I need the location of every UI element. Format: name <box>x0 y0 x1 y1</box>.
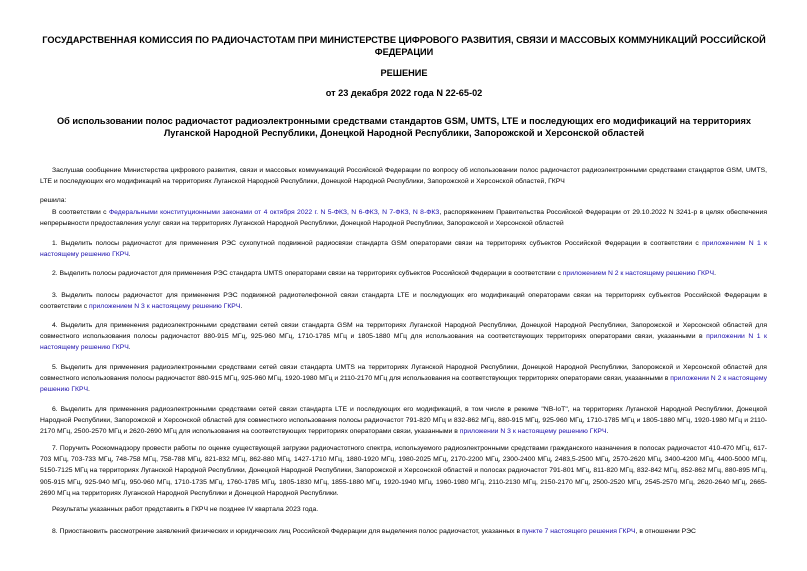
appendix-2-link[interactable]: приложением N 2 к настоящему решению ГКРЧ <box>562 270 715 277</box>
document-date-number: от 23 декабря 2022 года N 22-65-02 <box>325 88 483 98</box>
item-2-paragraph <box>40 268 767 279</box>
item-3-text: 3. Выделить полосы радиочастот для применения РЭС подвижной радиотелефонной связи стандарта LTE и последующих его модификаций операторами связи на территориях субъектов Российской Федерации в соответствии с <box>40 292 767 311</box>
item-7-results-paragraph: Результаты указанных работ представить в ГКРЧ не позднее IV квартала 2023 года. <box>52 506 319 513</box>
basis-text-end: , распоряжением Правительства Российской Федерации от 29.10.2022 N 3241-р в целях обеспечения непрерывности предоставления услуг связи на территориях Луганской Народной Республики, Донецкой Народной Республики, Запорожской и Херсонской областей <box>40 209 768 228</box>
item-8-paragraph <box>40 526 767 537</box>
item-3-paragraph <box>40 290 767 312</box>
item-6-text: 6. Выделить для применения радиоэлектронными средствами сетей связи стандарта LTE и последующих его модификаций, в том числе в режиме "NB-IoT", на территориях Луганской Народной Республики, Донецкой Народной Республики, Запорожской и Херсонской областей для совместного использования полосы радиочастот 791-820 МГц и 832-862 МГц, 880-915 МГц, 925-960 МГц, 1710-1785 МГц и 1805-1880 МГц, 1920-1980 МГц и 2110-2170 МГц, 2500-2570 МГц и 2620-2690 МГц для использования на соответствующих территориях операторами связи, указанными в <box>40 406 767 436</box>
item-1-text: 1. Выделить полосы радиочастот для применения РЭС сухопутной подвижной радиосвязи стандарта GSM операторами связи на территориях субъектов Российской Федерации в соответствии с <box>52 240 703 247</box>
decided-label: решила: <box>40 197 67 204</box>
document-type: РЕШЕНИЕ <box>380 68 428 78</box>
appendix-3-link[interactable]: приложением N 3 к настоящему решению ГКРЧ <box>89 303 241 311</box>
basis-paragraph <box>40 207 767 229</box>
item-7-reference-link[interactable]: пункте 7 настоящего решения ГКРЧ <box>521 528 636 535</box>
item-5-paragraph <box>40 362 767 396</box>
preamble-paragraph: Заслушав сообщение Министерства цифрового развития, связи и массовых коммуникаций Российской Федерации по вопросу об использовании полос радиочастот радиоэлектронными средствами стандартов GSM, UMTS, LTE и последующих его модификаций на территориях Луганской Народной Республики, Донецкой Народной Республики, Запорожской и Херсонской областей, ГКРЧ <box>40 167 767 186</box>
issuing-authority: ГОСУДАРСТВЕННАЯ КОМИССИЯ ПО РАДИОЧАСТОТАМ ПРИ МИНИСТЕРСТВЕ ЦИФРОВОГО РАЗВИТИЯ, СВЯЗИ И МАССОВЫХ КОММУНИКАЦИЙ РОССИЙСКОЙ ФЕДЕРАЦИИ <box>42 35 766 57</box>
basis-text-start: В соответствии с <box>52 209 109 216</box>
appendix-1-link-item-4[interactable]: приложении N 1 к настоящему решению ГКРЧ <box>40 333 767 352</box>
item-6-tail: . <box>606 428 609 436</box>
appendix-2-link-item-5[interactable]: приложении N 2 к настоящему решению ГКРЧ <box>40 375 767 394</box>
item-4-tail: . <box>128 344 131 352</box>
item-2-tail: . <box>714 270 716 277</box>
item-4-paragraph <box>40 320 767 354</box>
item-1-paragraph <box>40 238 767 260</box>
item-7-paragraph: 7. Поручить Роскомнадзору провести работы по оценке существующей загрузки радиочастотного спектра, используемого радиоэлектронными средствами гражданского назначения в полосах радиочастот 410-470 МГц, 617-703 МГц, 703-733 МГц, 748-758 МГц, 758-788 МГц, 821-832 МГц, 862-880 МГц, 1427-1710 МГц, 1880-1920 МГц, 1980-2025 МГц, 2170-2200 МГц, 2300-2400 МГц, 2483,5-2500 МГц, 2570-2620 МГц, 3400-4200 МГц, 4400-5000 МГц, 5150-7125 МГц на территориях Луганской Народной Республики, Донецкой Народной Республики, Запорожской и Херсонской областей и полосах радиочастот 791-801 МГц, 811-820 МГц, 832-842 МГц, 852-862 МГц, 880-895 МГц, 905-915 МГц, 925-940 МГц, 950-960 МГц, 1710-1735 МГц, 1760-1785 МГц, 1805-1830 МГц, 1855-1880 МГц, 1920-1940 МГц, 1960-1980 МГц, 2110-2130 МГц, 2150-2170 МГц, 2500-2520 МГц, 2545-2570 МГц, 2620-2640 МГц, 2665-2690 МГц на территориях Луганской Народной Республики и Донецкой Народной Республики. <box>40 445 767 497</box>
item-2-text: 2. Выделить полосы радиочастот для применения РЭС стандарта UMTS операторами связи на территориях субъектов Российской Федерации в соответствии с <box>52 270 563 277</box>
item-8-text: 8. Приостановить рассмотрение заявлений физических и юридических лиц Российской Федерации для выделения полос радиочастот, указанных в <box>52 528 522 535</box>
item-3-tail: . <box>240 303 243 311</box>
appendix-3-link-item-6[interactable]: приложении N 3 к настоящему решению ГКРЧ <box>459 428 607 436</box>
item-1-tail: . <box>128 251 131 259</box>
item-4-text: 4. Выделить для применения радиоэлектронными средствами сетей связи стандарта GSM на территориях Луганской Народной Республики, Донецкой Народной Республики, Запорожской и Херсонской областей для совместного использования полосы радиочастот 880-915 МГц, 925-960 МГц, 1710-1785 МГц и 1805-1880 МГц для использования на соответствующих территориях операторами связи, указанными в <box>40 322 767 341</box>
item-8-tail: , в отношении РЭС <box>635 528 696 535</box>
item-6-paragraph <box>40 404 767 438</box>
item-5-text: 5. Выделить для применения радиоэлектронными средствами сетей связи стандарта UMTS на территориях Луганской Народной Республики, Донецкой Народной Республики, Запорожской и Херсонской областей для совместного использования полосы радиочастот 880-915 МГц, 925-960 МГц, 1920-1980 МГц и 2110-2170 МГц для использования на соответствующих территориях операторами связи, указанными в <box>40 364 767 383</box>
item-5-tail: . <box>88 386 90 394</box>
federal-laws-link[interactable]: Федеральными конституционными законами от 4 октября 2022 г. N 5-ФКЗ, N 6-ФКЗ, N 7-ФКЗ, N 8-ФКЗ <box>108 209 440 216</box>
document-title: Об использовании полос радиочастот радиоэлектронными средствами стандартов GSM, UMTS, LTE и последующих его модификаций на территориях Луганской Народной Республики, Донецкой Народной Республики, Запорожской и Херсонской областей <box>56 116 752 138</box>
appendix-1-link[interactable]: приложением N 1 к настоящему решению ГКРЧ <box>40 240 767 259</box>
